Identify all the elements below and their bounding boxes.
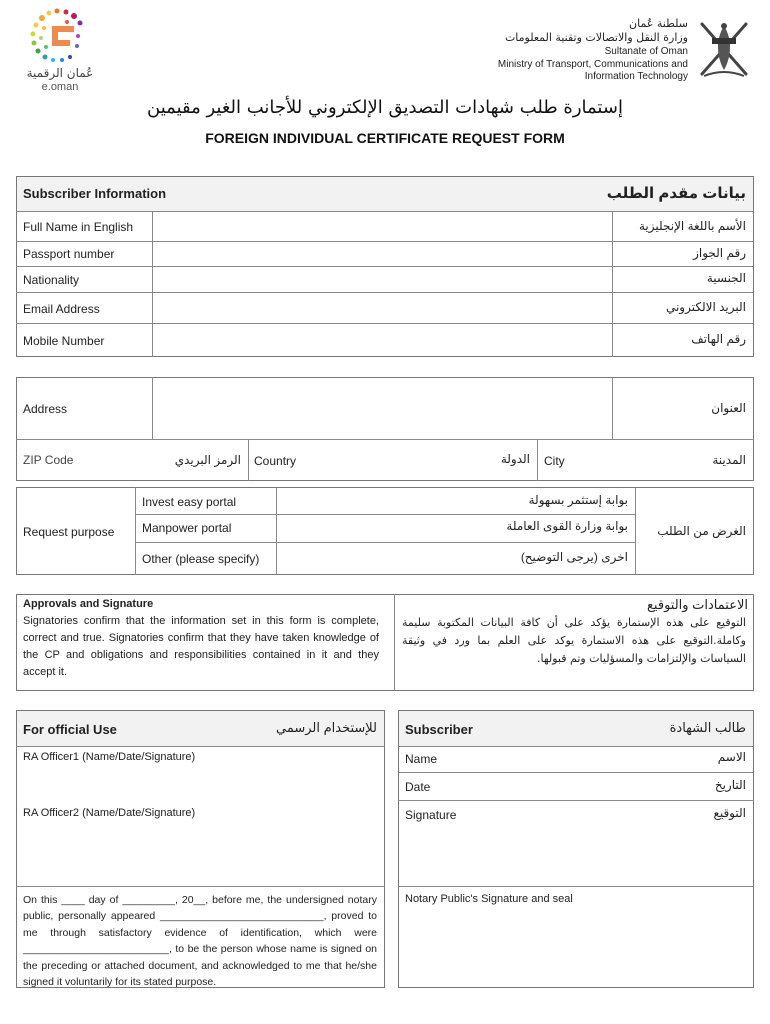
mobile-label: Mobile Number <box>23 334 105 348</box>
purpose-section <box>16 487 754 575</box>
ra-officer1-label: RA Officer1 (Name/Date/Signature) <box>23 751 196 763</box>
eoman-logo-text-en: e.oman <box>41 81 79 93</box>
email-label-ar: البريد الالكتروني <box>665 300 746 314</box>
nationality-label: Nationality <box>23 273 80 287</box>
nationality-label-ar: الجنسية <box>706 271 746 285</box>
subscriber-name-label-ar: الاسم <box>717 750 746 764</box>
org-name-ar-1: سلطنة عُمان <box>629 17 688 30</box>
org-name-en-1: Sultanate of Oman <box>604 46 688 57</box>
org-name-en-2: Ministry of Transport, Communications and <box>497 59 688 70</box>
address-field[interactable] <box>153 378 612 439</box>
approvals-heading-ar: الاعتمادات والتوقيع <box>647 597 748 612</box>
mobile-field[interactable] <box>153 324 612 356</box>
approvals-heading-en: Approvals and Signature <box>23 598 154 610</box>
ra-officer2-field[interactable] <box>17 823 384 885</box>
nationality-field[interactable] <box>153 267 612 292</box>
subscriber-signature-field[interactable] <box>399 826 753 885</box>
approvals-text-en: Signatories confirm that the information set in this form is complete, correct and true. Signatories confirm that they have taken knowledge of the CP and obligations and responsibilities contained in it and they accept it. <box>23 615 379 678</box>
country-label-ar: الدولة <box>500 452 530 466</box>
purpose-option-manpower-ar: بوابة وزارة القوى العاملة <box>506 519 628 533</box>
full-name-field[interactable] <box>153 212 612 241</box>
zip-label: ZIP Code <box>23 453 74 467</box>
notary-signature-field[interactable] <box>399 910 753 987</box>
city-field[interactable] <box>575 441 675 479</box>
subscriber-name-label: Name <box>405 752 438 766</box>
purpose-option-other-ar: اخرى (يرجى التوضيح) <box>520 550 628 564</box>
org-name-ar-2: وزارة النقل والاتصالات وتقنية المعلومات <box>504 31 688 44</box>
subscriber-date-label: Date <box>405 780 431 794</box>
purpose-option-other[interactable]: Other (please specify) <box>142 552 260 566</box>
email-label: Email Address <box>23 302 100 316</box>
subscriber-signature-label: Signature <box>405 808 457 822</box>
passport-label: Passport number <box>23 247 115 261</box>
email-field[interactable] <box>153 293 612 323</box>
full-name-label-ar: الأسم باللغة الإنجليزية <box>639 219 746 233</box>
subscriber-date-field[interactable] <box>450 774 690 798</box>
mobile-label-ar: رقم الهاتف <box>691 332 746 346</box>
city-label-ar: المدينة <box>712 453 746 467</box>
official-use-heading-en: For official Use <box>23 722 117 737</box>
eoman-logo-text-ar: عُمان الرقمية <box>26 66 94 80</box>
subscriber-heading-en: Subscriber <box>405 722 473 737</box>
city-label: City <box>544 454 565 468</box>
notary-statement: On this ____ day of _________, 20__, before me, the undersigned notary public, personally appeared ____________________________, proved to me through satisfactory evidence of identification, which were _________________________, to be the person whose name is signed on the preceding or attached document, and acknowledged to me that he/she signed it voluntarily for its stated purpose. <box>23 894 377 989</box>
request-purpose-label: Request purpose <box>23 525 115 539</box>
ra-officer1-field[interactable] <box>17 767 384 805</box>
full-name-label: Full Name in English <box>23 220 134 234</box>
address-label-ar: العنوان <box>711 401 746 415</box>
purpose-option-manpower[interactable]: Manpower portal <box>142 521 232 535</box>
subscriber-heading-ar: طالب الشهادة <box>669 720 746 735</box>
org-name-en-3: Information Technology <box>584 71 688 82</box>
form-title-en: FOREIGN INDIVIDUAL CERTIFICATE REQUEST FORM <box>205 130 565 146</box>
eoman-logo <box>22 6 97 94</box>
passport-field[interactable] <box>153 242 612 266</box>
approvals-text-ar: التوقيع على هذه الإستمارة يؤكد على أن كافة البيانات المكتوبة سليمة وكاملة.التوقيع على هذه الاستمارة يوكد على العلم بما ورد في وثيقة السياسات والإلتزامات والمسؤليات وتم قبولها. <box>402 616 746 665</box>
subscriber-date-label-ar: التاريخ <box>714 778 746 792</box>
country-field[interactable] <box>310 441 490 479</box>
ra-officer2-label: RA Officer2 (Name/Date/Signature) <box>23 807 196 819</box>
zip-label-ar: الرمز البريدي <box>174 453 241 467</box>
country-label: Country <box>254 454 297 468</box>
subscriber-signature-label-ar: التوقيع <box>713 806 746 820</box>
purpose-option-invest-easy[interactable]: Invest easy portal <box>142 495 237 509</box>
request-purpose-label-ar: الغرض من الطلب <box>657 524 746 538</box>
passport-label-ar: رقم الجواز <box>693 246 746 260</box>
official-use-heading-ar: للإستخدام الرسمي <box>275 720 377 735</box>
subscriber-info-heading-ar: بيانات مقدم الطلب <box>606 185 746 202</box>
address-label: Address <box>23 402 68 416</box>
notary-signature-label: Notary Public's Signature and seal <box>405 893 573 905</box>
oman-emblem-icon <box>694 16 754 82</box>
eoman-logo-mark-icon <box>22 6 97 68</box>
purpose-option-invest-easy-ar: بوابة إستثمر بسهولة <box>528 493 628 507</box>
subscriber-name-field[interactable] <box>450 748 690 770</box>
subscriber-info-heading-en: Subscriber Information <box>23 186 167 201</box>
form-title-ar: إستمارة طلب شهادات التصديق الإلكتروني للأجانب الغير مقيمين <box>147 97 623 118</box>
